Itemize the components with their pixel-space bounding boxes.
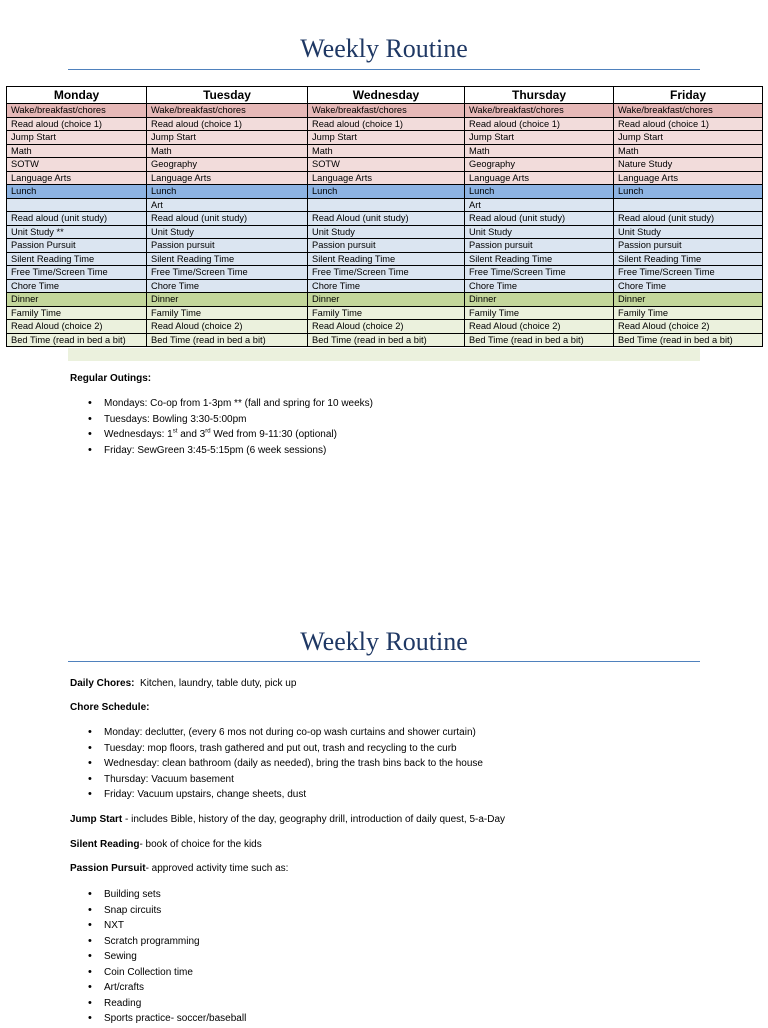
schedule-cell: Language Arts xyxy=(7,171,147,185)
weekly-schedule-table xyxy=(6,86,763,347)
schedule-cell: Bed Time (read in bed a bit) xyxy=(7,333,147,347)
schedule-cell: Passion Pursuit xyxy=(7,239,147,253)
schedule-cell: Dinner xyxy=(308,293,465,307)
schedule-cell: Read aloud (choice 1) xyxy=(308,117,465,131)
table-row xyxy=(7,239,763,253)
list-item: • NXT xyxy=(70,919,246,935)
table-row xyxy=(7,185,763,199)
schedule-cell: Silent Reading Time xyxy=(308,252,465,266)
schedule-cell: Bed Time (read in bed a bit) xyxy=(147,333,308,347)
table-shading-band xyxy=(68,348,700,361)
list-item: • Snap circuits xyxy=(70,904,246,920)
table-row xyxy=(7,279,763,293)
schedule-cell: Dinner xyxy=(7,293,147,307)
schedule-cell: Family Time xyxy=(465,306,614,320)
table-row xyxy=(7,293,763,307)
schedule-cell: Silent Reading Time xyxy=(465,252,614,266)
table-row xyxy=(7,104,763,118)
schedule-cell: Wake/breakfast/chores xyxy=(465,104,614,118)
table-row xyxy=(7,320,763,334)
schedule-cell: Math xyxy=(7,144,147,158)
schedule-cell: Family Time xyxy=(147,306,308,320)
schedule-cell: Dinner xyxy=(465,293,614,307)
schedule-cell: Jump Start xyxy=(308,131,465,145)
chore-schedule-list xyxy=(70,726,483,804)
table-row xyxy=(7,212,763,226)
silent-reading-note xyxy=(70,838,262,851)
schedule-cell: Dinner xyxy=(147,293,308,307)
day-header-friday: Friday xyxy=(614,87,763,104)
list-item: • Monday: declutter, (every 6 mos not during co-op wash curtains and shower curtain) xyxy=(70,726,483,742)
schedule-cell xyxy=(614,198,763,212)
schedule-cell: Nature Study xyxy=(614,158,763,172)
list-item: • Building sets xyxy=(70,888,246,904)
list-item: • Coin Collection time xyxy=(70,966,246,982)
outings-heading: Regular Outings: xyxy=(70,373,152,384)
list-item: • Sports practice- soccer/baseball xyxy=(70,1012,246,1028)
jump-start-text: - includes Bible, history of the day, geography drill, introduction of daily quest, 5-a-Day xyxy=(122,814,506,825)
page2-title: Weekly Routine xyxy=(300,627,468,656)
page-title: Weekly Routine xyxy=(300,34,468,63)
list-item: • Art/crafts xyxy=(70,981,246,997)
schedule-cell: Bed Time (read in bed a bit) xyxy=(308,333,465,347)
schedule-cell: Silent Reading Time xyxy=(7,252,147,266)
schedule-cell: Unit Study xyxy=(465,225,614,239)
schedule-cell: Jump Start xyxy=(7,131,147,145)
schedule-cell: Language Arts xyxy=(308,171,465,185)
title-divider xyxy=(68,69,700,70)
daily-chores-label: Daily Chores: xyxy=(70,678,135,689)
schedule-cell: Read aloud (choice 1) xyxy=(465,117,614,131)
passion-pursuit-list xyxy=(70,888,246,1028)
schedule-cell: Language Arts xyxy=(614,171,763,185)
schedule-cell: Free Time/Screen Time xyxy=(147,266,308,280)
schedule-cell: SOTW xyxy=(308,158,465,172)
table-row xyxy=(7,225,763,239)
schedule-cell: Lunch xyxy=(7,185,147,199)
table-row xyxy=(7,131,763,145)
day-header-monday: Monday xyxy=(7,87,147,104)
schedule-cell: Jump Start xyxy=(147,131,308,145)
schedule-cell: Bed Time (read in bed a bit) xyxy=(614,333,763,347)
schedule-cell: Art xyxy=(147,198,308,212)
schedule-cell: Read aloud (choice 1) xyxy=(614,117,763,131)
schedule-cell: Wake/breakfast/chores xyxy=(308,104,465,118)
schedule-cell: Lunch xyxy=(308,185,465,199)
list-item: • Thursday: Vacuum basement xyxy=(70,773,483,789)
schedule-cell: Language Arts xyxy=(147,171,308,185)
daily-chores-text: Kitchen, laundry, table duty, pick up xyxy=(134,678,297,689)
schedule-cell: Chore Time xyxy=(147,279,308,293)
schedule-cell: Silent Reading Time xyxy=(147,252,308,266)
schedule-cell: Read Aloud (unit study) xyxy=(308,212,465,226)
schedule-cell: Lunch xyxy=(147,185,308,199)
table-row xyxy=(7,252,763,266)
schedule-cell: Math xyxy=(614,144,763,158)
list-item: • Reading xyxy=(70,997,246,1013)
schedule-cell: Passion pursuit xyxy=(465,239,614,253)
table-row xyxy=(7,266,763,280)
schedule-cell: Free Time/Screen Time xyxy=(308,266,465,280)
outings-list xyxy=(70,397,373,459)
day-header-thursday: Thursday xyxy=(465,87,614,104)
schedule-cell: Lunch xyxy=(465,185,614,199)
jump-start-label: Jump Start xyxy=(70,814,123,825)
schedule-cell xyxy=(7,198,147,212)
schedule-cell: Read Aloud (choice 2) xyxy=(614,320,763,334)
list-item: • Wednesdays: 1st and 3rd Wed from 9-11:30 (optional) xyxy=(70,428,373,444)
list-item: • Friday: SewGreen 3:45-5:15pm (6 week sessions) xyxy=(70,444,373,460)
list-item: • Sewing xyxy=(70,950,246,966)
day-header-wednesday: Wednesday xyxy=(308,87,465,104)
schedule-cell: Math xyxy=(308,144,465,158)
schedule-cell: Read aloud (choice 1) xyxy=(7,117,147,131)
schedule-cell: Family Time xyxy=(7,306,147,320)
schedule-cell: Family Time xyxy=(614,306,763,320)
schedule-cell: Chore Time xyxy=(614,279,763,293)
schedule-cell: Free Time/Screen Time xyxy=(465,266,614,280)
table-row xyxy=(7,171,763,185)
passion-pursuit-note xyxy=(70,862,288,875)
list-item: • Mondays: Co-op from 1-3pm ** (fall and spring for 10 weeks) xyxy=(70,397,373,413)
list-item: • Wednesday: clean bathroom (daily as needed), bring the trash bins back to the house xyxy=(70,757,483,773)
schedule-cell: Jump Start xyxy=(614,131,763,145)
passion-pursuit-label: Passion Pursuit xyxy=(70,863,146,874)
table-row xyxy=(7,144,763,158)
schedule-cell: Read Aloud (choice 2) xyxy=(147,320,308,334)
schedule-cell: Unit Study xyxy=(147,225,308,239)
table-row xyxy=(7,117,763,131)
table-row xyxy=(7,333,763,347)
schedule-cell: Wake/breakfast/chores xyxy=(7,104,147,118)
passion-pursuit-text: - approved activity time such as: xyxy=(145,863,289,874)
list-item: • Tuesday: mop floors, trash gathered and put out, trash and recycling to the curb xyxy=(70,742,483,758)
schedule-cell: Free Time/Screen Time xyxy=(7,266,147,280)
schedule-cell: Geography xyxy=(147,158,308,172)
schedule-cell: Unit Study ** xyxy=(7,225,147,239)
chore-schedule-heading: Chore Schedule: xyxy=(70,702,150,713)
schedule-cell: Read aloud (unit study) xyxy=(614,212,763,226)
schedule-cell: Lunch xyxy=(614,185,763,199)
schedule-cell: Bed Time (read in bed a bit) xyxy=(465,333,614,347)
schedule-header-row xyxy=(7,87,763,104)
schedule-cell: Wake/breakfast/chores xyxy=(147,104,308,118)
schedule-cell: Math xyxy=(465,144,614,158)
daily-chores xyxy=(70,677,296,690)
schedule-cell: Passion pursuit xyxy=(308,239,465,253)
list-item: • Friday: Vacuum upstairs, change sheets, dust xyxy=(70,788,483,804)
schedule-cell: Art xyxy=(465,198,614,212)
list-item: • Scratch programming xyxy=(70,935,246,951)
schedule-cell: Unit Study xyxy=(308,225,465,239)
schedule-cell: Unit Study xyxy=(614,225,763,239)
schedule-cell: Read aloud (unit study) xyxy=(7,212,147,226)
schedule-cell: Read aloud (unit study) xyxy=(147,212,308,226)
table-row xyxy=(7,198,763,212)
schedule-cell: Silent Reading Time xyxy=(614,252,763,266)
schedule-cell: Geography xyxy=(465,158,614,172)
jump-start-note xyxy=(70,813,505,826)
schedule-cell: Free Time/Screen Time xyxy=(614,266,763,280)
schedule-cell: Language Arts xyxy=(465,171,614,185)
schedule-cell: Read Aloud (choice 2) xyxy=(465,320,614,334)
schedule-cell: Read aloud (unit study) xyxy=(465,212,614,226)
schedule-cell: Chore Time xyxy=(465,279,614,293)
schedule-cell: Read Aloud (choice 2) xyxy=(308,320,465,334)
table-row xyxy=(7,306,763,320)
schedule-cell: Passion pursuit xyxy=(614,239,763,253)
schedule-cell: Chore Time xyxy=(7,279,147,293)
schedule-cell: Passion pursuit xyxy=(147,239,308,253)
schedule-cell: Chore Time xyxy=(308,279,465,293)
table-row xyxy=(7,158,763,172)
schedule-cell: Math xyxy=(147,144,308,158)
silent-reading-text: - book of choice for the kids xyxy=(139,839,262,850)
schedule-cell: Read aloud (choice 1) xyxy=(147,117,308,131)
page2-title-divider xyxy=(68,661,700,662)
schedule-cell: Family Time xyxy=(308,306,465,320)
schedule-cell: Wake/breakfast/chores xyxy=(614,104,763,118)
schedule-cell: Read Aloud (choice 2) xyxy=(7,320,147,334)
schedule-cell xyxy=(308,198,465,212)
list-item: • Tuesdays: Bowling 3:30-5:00pm xyxy=(70,413,373,429)
day-header-tuesday: Tuesday xyxy=(147,87,308,104)
silent-reading-label: Silent Reading xyxy=(70,839,140,850)
schedule-cell: Dinner xyxy=(614,293,763,307)
schedule-cell: SOTW xyxy=(7,158,147,172)
schedule-cell: Jump Start xyxy=(465,131,614,145)
